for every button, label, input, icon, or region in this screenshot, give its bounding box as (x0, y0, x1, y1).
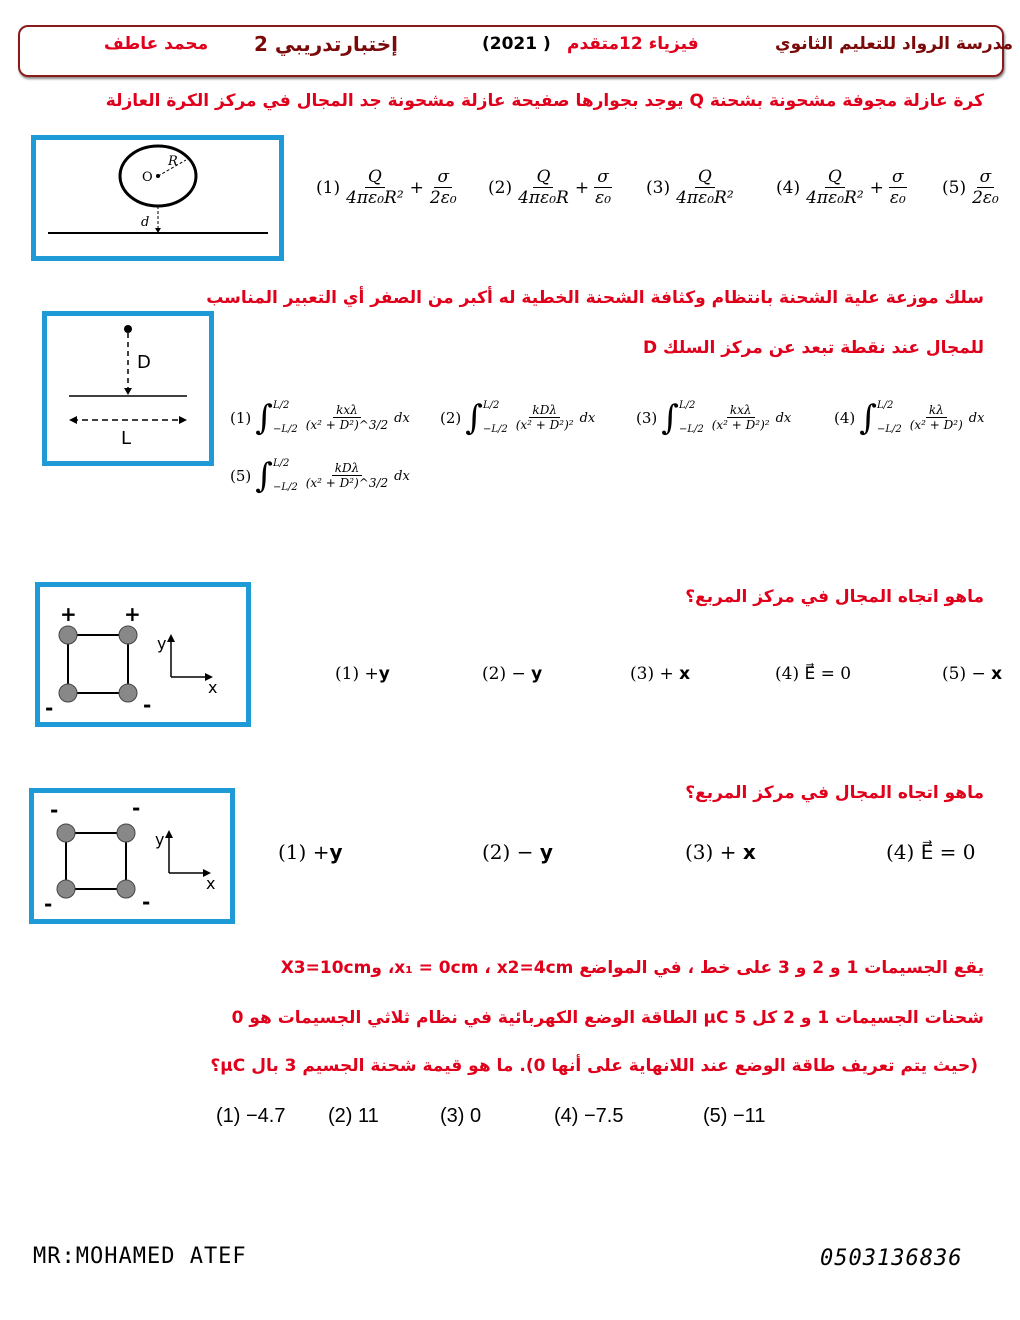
numerator: σ (594, 167, 612, 188)
option-value: x (742, 840, 756, 864)
radius-label: R (168, 154, 178, 169)
q1-option-1[interactable] (316, 167, 463, 210)
option-label: (4) (776, 178, 801, 199)
option-value: y (539, 840, 553, 864)
year-label: (2021 ) (482, 34, 551, 54)
q1-option-3[interactable] (646, 167, 740, 210)
upper-limit: L/2 (272, 400, 290, 411)
q5-option-3[interactable]: (3) 0 (440, 1105, 482, 1127)
option-label: (2) − (482, 664, 526, 684)
numerator: kDλ (529, 403, 560, 418)
q5-option-2[interactable]: (2) 11 (328, 1105, 379, 1127)
lower-limit: −L/2 (272, 424, 298, 435)
numerator: kDλ (332, 461, 363, 476)
teacher-name: محمد عاطف (104, 34, 209, 54)
numerator: kλ (926, 403, 947, 418)
q2-text-line2: للمجال عند نقطة تبعد عن مركز السلك D (642, 338, 984, 358)
q3-figure (35, 582, 251, 727)
option-label: (4) E⃗ = 0 (775, 664, 852, 684)
upper-limit: L/2 (876, 400, 894, 411)
denominator: 4πε₀R² (346, 188, 404, 209)
denominator: 4πε₀R² (806, 188, 864, 209)
q4-option-3[interactable] (685, 840, 756, 864)
q2-option-4[interactable]: (4) ∫ L/2 −L/2 $\frac{k\lambda}{\text{(x² + D²)}}$ dx (834, 398, 985, 438)
denominator: (x² + D²) (909, 418, 963, 433)
option-label: (4) (834, 409, 856, 427)
option-label: (4) E⃗ = 0 (886, 840, 976, 864)
option-value: x (991, 664, 1003, 684)
option-label: (1) (316, 178, 341, 199)
option-label: (3) + (630, 664, 674, 684)
differential: dx (394, 468, 410, 484)
q4-option-4[interactable] (886, 840, 976, 864)
footer-teacher: MR:MOHAMED ATEF (33, 1244, 247, 1269)
numerator: Q (695, 167, 715, 188)
q1-option-2[interactable] (488, 167, 617, 210)
q4-figure (29, 788, 235, 924)
differential: dx (968, 410, 985, 426)
q2-option-2[interactable]: (2) ∫ L/2 −L/2 $\frac{\text{kDλ}}{\text{(x² + D²)²}}$ dx (440, 398, 596, 438)
center-label: O (142, 170, 153, 185)
l-label: L (121, 428, 132, 449)
q3-option-3[interactable] (630, 664, 690, 684)
differential: dx (775, 410, 792, 426)
charge-bottom-right: - (142, 890, 151, 914)
q4-option-1[interactable] (278, 840, 343, 864)
charge-bottom-right: - (143, 693, 152, 717)
q4-option-2[interactable] (482, 840, 553, 864)
q3-option-4[interactable] (775, 664, 851, 684)
q1-option-5[interactable] (942, 167, 1005, 210)
q5-option-4[interactable]: (4) −7.5 (554, 1105, 624, 1127)
wire-diagram (47, 316, 209, 461)
school-name: مدرسة الرواد للتعليم الثانوي (775, 34, 1014, 54)
q5-option-5[interactable]: (5) −11 (703, 1105, 766, 1127)
q1-text: كرة عازلة مجوفة مشحونة بشحنة Q يوجد بجوارها صفيحة عازلة مشحونة جد المجال في مركز الكرة العازلة (105, 91, 984, 111)
operator: + (574, 178, 590, 199)
charge-top-right: + (124, 602, 141, 626)
q3-option-5[interactable] (942, 664, 1002, 684)
option-value: y (378, 664, 390, 684)
footer-phone: 0503136836 (820, 1246, 963, 1271)
x-axis-label: x (208, 678, 218, 697)
numerator: σ (434, 167, 452, 188)
upper-limit: L/2 (678, 400, 696, 411)
q2-option-1[interactable]: (1) ∫ L/2 −L/2 $\frac{\text{kxλ}}{\text{(x² + D²)\textasciicircum{}3/2}}$ dx (230, 398, 410, 438)
q2-figure (42, 311, 214, 466)
charge-top-left: - (50, 798, 59, 822)
sphere-plate-diagram (36, 140, 279, 256)
y-axis-label: y (155, 830, 165, 849)
charge-bottom-left: - (44, 892, 53, 916)
option-value: y (531, 664, 543, 684)
denominator: 4πε₀R (518, 188, 569, 209)
option-label: (2) (488, 178, 513, 199)
option-value: x (679, 664, 691, 684)
differential: dx (394, 410, 410, 426)
exam-title: إختبارتدريبي 2 (254, 32, 398, 56)
numerator: kxλ (333, 403, 361, 418)
q4-text: ماهو اتجاه المجال في مركز المربع؟ (685, 783, 984, 803)
option-label: (3) (646, 178, 671, 199)
distance-label: d (141, 215, 150, 230)
option-label: (3) + (685, 840, 737, 864)
option-label: (1) (230, 409, 252, 427)
x-axis-label: x (206, 874, 216, 893)
q2-option-5[interactable]: (5) ∫ L/2 −L/2 $\frac{\text{kDλ}}{\text{(x² + D²)\textasciicircum{}3/2}}$ dx (230, 456, 410, 496)
lower-limit: −L/2 (272, 482, 298, 493)
lower-limit: −L/2 (678, 424, 704, 435)
square-charges-diagram (40, 587, 246, 722)
square-charges-diagram (34, 793, 230, 919)
option-value: y (329, 840, 343, 864)
q1-figure (31, 135, 284, 261)
q2-text-line1: سلك موزعة علية الشحنة بانتظام وكثافة الشحنة الخطية له أكبر من الصفر أي التعبير المناسب (206, 288, 984, 308)
denominator: 4πε₀R² (676, 188, 734, 209)
denominator: (x² + D²)² (515, 418, 574, 433)
denominator: 2ε₀ (972, 188, 999, 209)
option-label: (1) + (335, 664, 379, 684)
numerator: σ (977, 167, 995, 188)
charge-top-left: + (60, 602, 77, 626)
lower-limit: −L/2 (482, 424, 508, 435)
option-label: (2) (440, 409, 462, 427)
q3-text: ماهو اتجاه المجال في مركز المربع؟ (685, 587, 984, 607)
numerator: Q (365, 167, 385, 188)
upper-limit: L/2 (482, 400, 500, 411)
denominator: (x² + D²)² (711, 418, 770, 433)
q2-option-3[interactable]: (3) ∫ L/2 −L/2 $\frac{\text{kxλ}}{\text{(x² + D²)²}}$ dx (636, 398, 792, 438)
q3-option-1[interactable] (335, 664, 390, 684)
option-label: (5) (942, 178, 967, 199)
q5-text-line1: يقع الجسيمات 1 و 2 و 3 على خط ، في المواضع x₁ = 0cm ، x2=4cm، وX3=10cm (280, 958, 984, 978)
q5-text-line2: شحنات الجسيمات 1 و 2 كل µC 5 الطاقة الوضع الكهربائية في نظام ثلاثي الجسيمات هو 0 (231, 1008, 984, 1028)
d-label: D (137, 352, 151, 373)
lower-limit: −L/2 (876, 424, 902, 435)
numerator: Q (533, 167, 553, 188)
operator: + (869, 178, 884, 199)
y-axis-label: y (157, 634, 167, 653)
numerator: Q (825, 167, 845, 188)
differential: dx (579, 410, 596, 426)
option-label: (3) (636, 409, 658, 427)
subject-label: فيزياء 12متقدم (567, 34, 699, 54)
q3-option-2[interactable] (482, 664, 542, 684)
q5-option-1[interactable]: (1) −4.7 (216, 1105, 286, 1127)
charge-bottom-left: - (45, 696, 54, 720)
denominator: (x² + D²)^3/2 (305, 418, 389, 433)
numerator: σ (889, 167, 907, 188)
charge-top-right: - (132, 796, 141, 820)
denominator: (x² + D²)^3/2 (305, 476, 389, 491)
q5-text-line3: (حيث يتم تعريف طاقة الوضع عند اللانهاية على أنها 0). ما هو قيمة شحنة الجسيم 3 بال µC؟ (210, 1056, 978, 1076)
denominator: 2ε₀ (429, 188, 457, 209)
numerator: kxλ (727, 403, 755, 418)
upper-limit: L/2 (272, 458, 290, 469)
operator: + (409, 178, 424, 199)
option-label: (2) − (482, 840, 534, 864)
q1-option-4[interactable] (776, 167, 912, 210)
denominator: ε₀ (595, 188, 612, 209)
option-label: (5) − (942, 664, 986, 684)
option-label: (1) + (278, 840, 330, 864)
option-label: (5) (230, 467, 252, 485)
denominator: ε₀ (889, 188, 906, 209)
